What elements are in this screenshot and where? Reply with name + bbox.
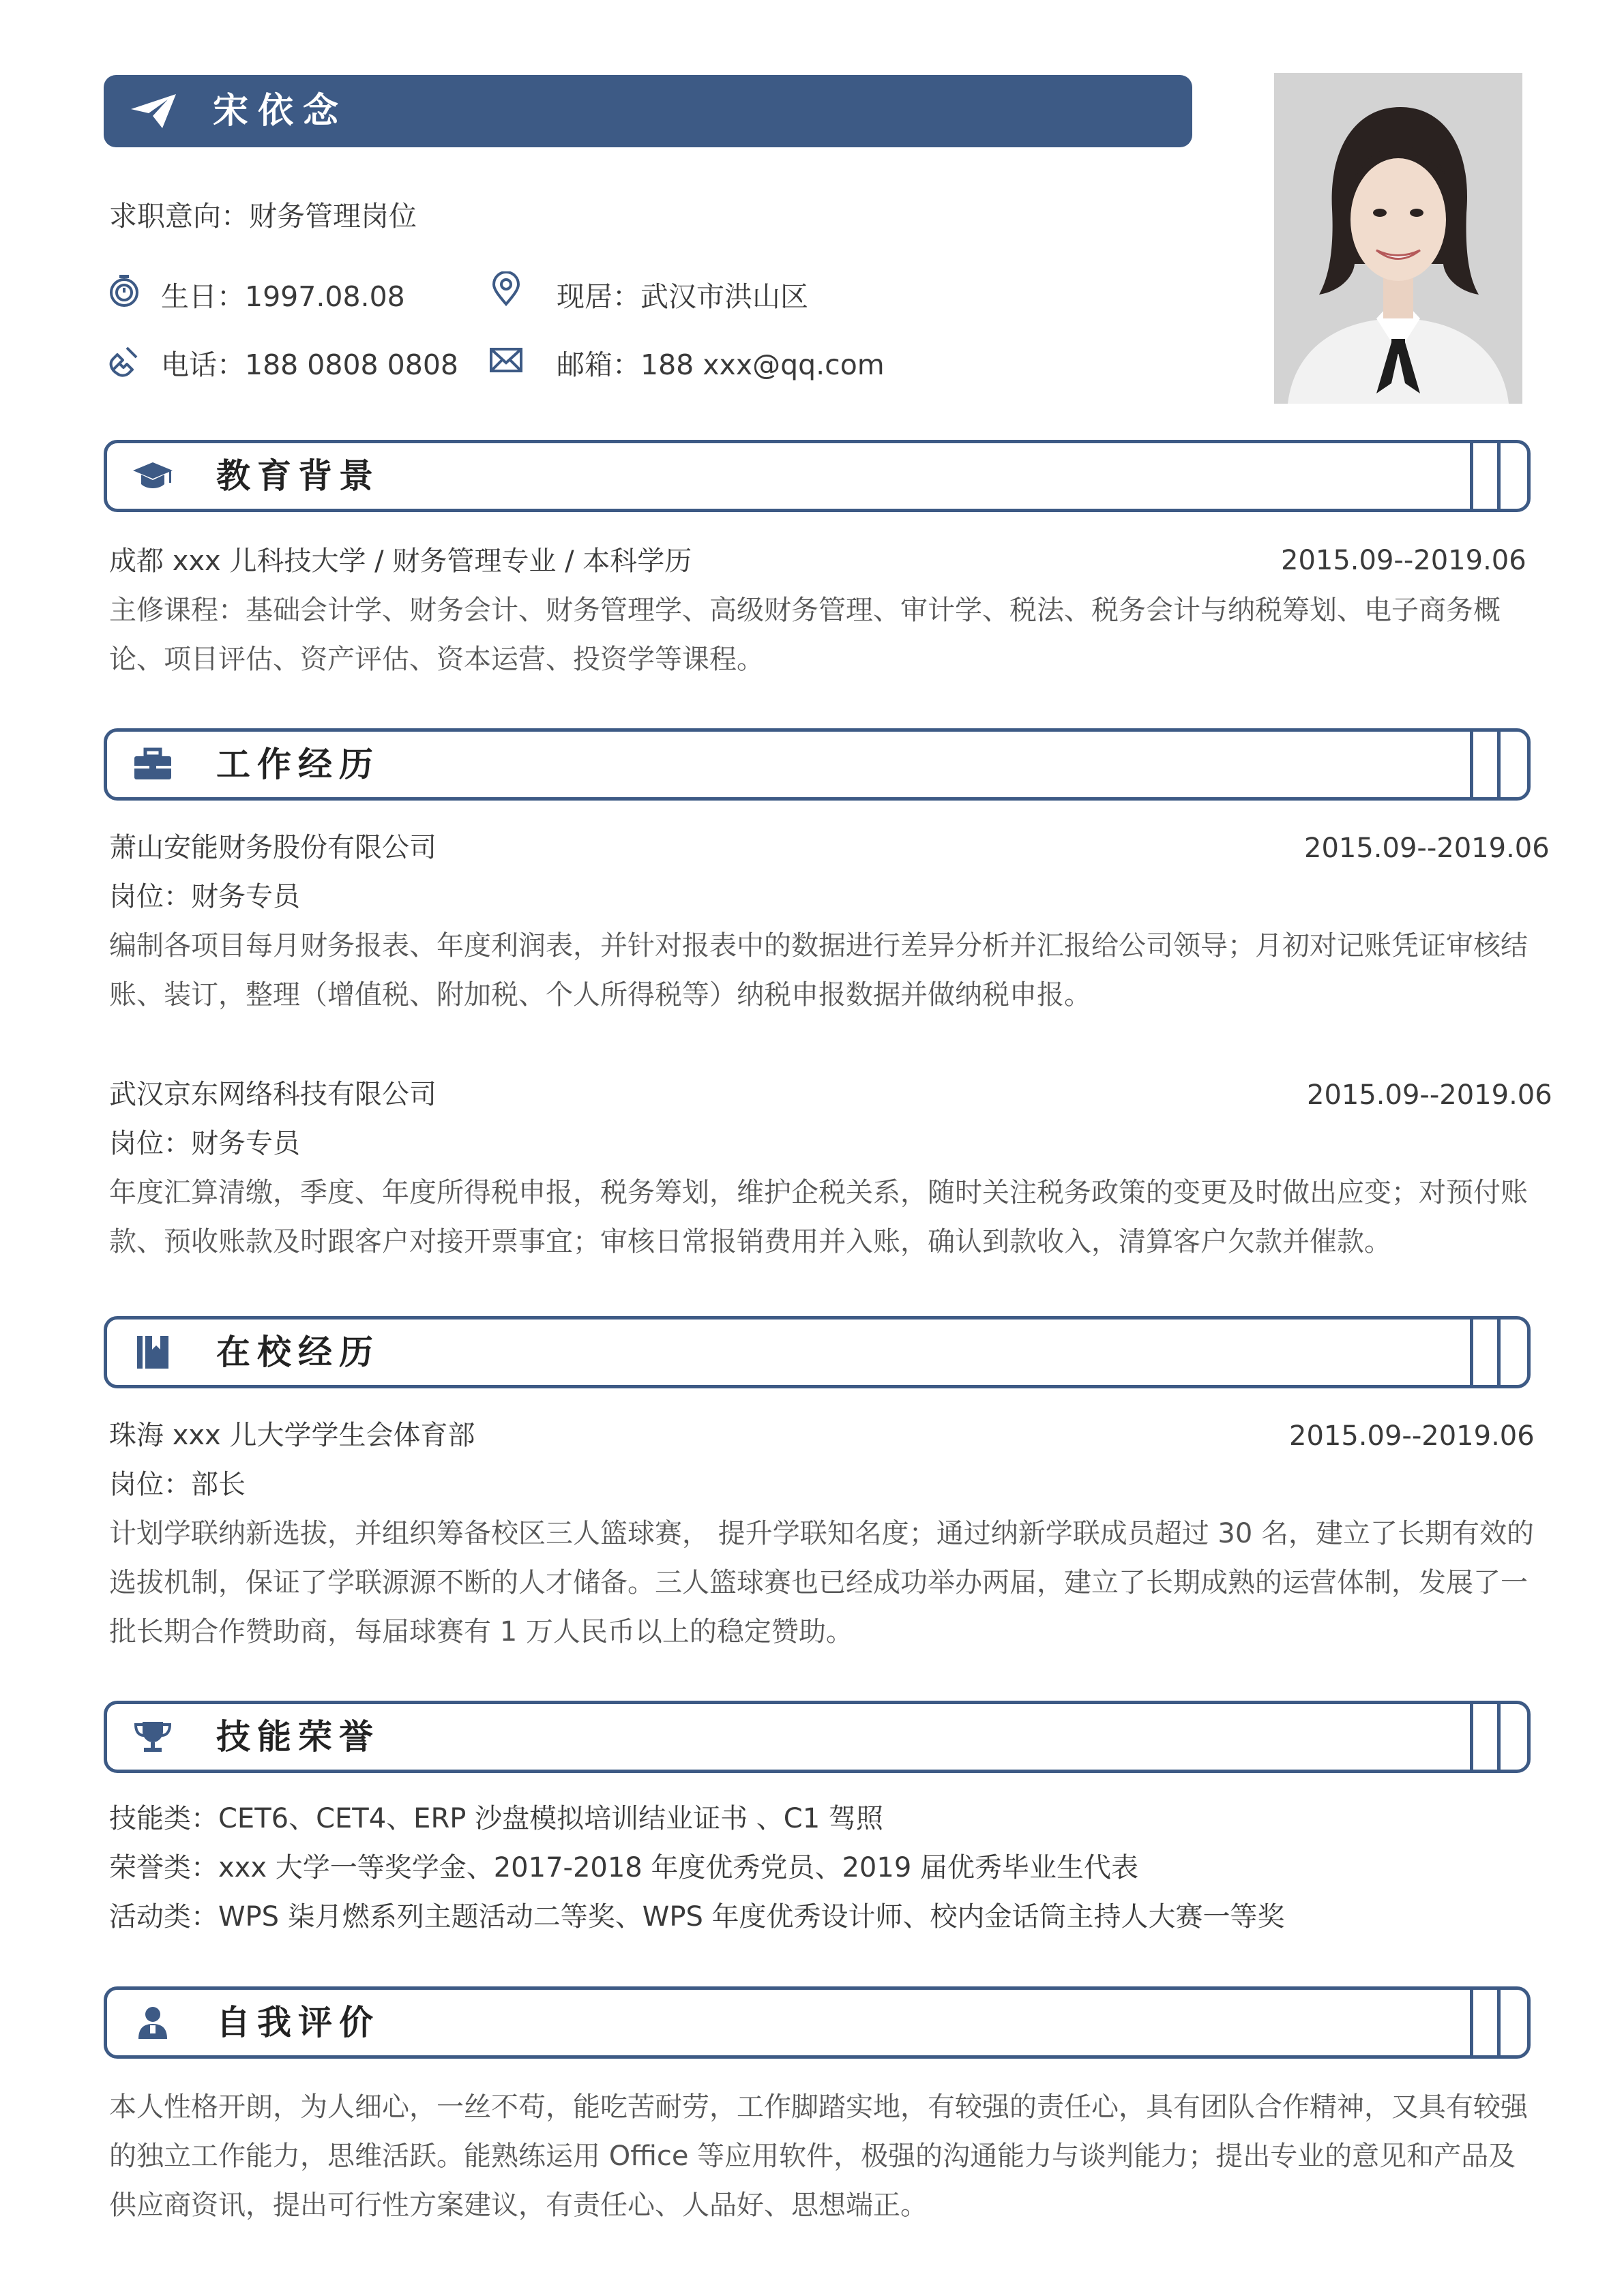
birthday: 生日：1997.08.08 [161, 280, 405, 313]
section-title: 在校经历 [216, 1332, 380, 1372]
work-position-1: 岗位：财务专员 [109, 881, 300, 912]
mail-icon [488, 342, 524, 378]
work-date-2: 2015.09--2019.06 [1307, 1079, 1552, 1111]
work-company-2: 武汉京东网络科技有限公司 [109, 1079, 437, 1110]
section-title: 工作经历 [216, 745, 380, 784]
campus-desc: 计划学联纳新选拔，并组织筹备校区三人篮球赛， 提升学联知名度；通过纳新学联成员超过 30 名，建立了长期有效的选拔机制，保证了学联源源不断的人才储备。三人篮球赛也已经成功举办两届，建立了长期成熟的运营体制，发展了一批长期合作赞助商，每届球赛有 1 万人民币以上的稳定赞助。 [109, 1518, 1535, 1648]
phone-icon [106, 342, 142, 378]
campus-org: 珠海 xxx 儿大学学生会体育部 [109, 1420, 475, 1451]
user-icon [132, 2005, 174, 2040]
education-school-line: 成都 xxx 儿科技大学 / 财务管理专业 / 本科学历 [109, 546, 692, 577]
honors-line: 荣誉类：xxx 大学一等奖学金、2017-2018 年度优秀党员、2019 届优秀毕业生代表 [109, 1852, 1138, 1883]
section-header-education [104, 440, 1531, 512]
section-title: 自我评价 [216, 2003, 380, 2042]
section-title: 教育背景 [216, 456, 380, 496]
briefcase-icon [132, 747, 174, 782]
section-header-skills [104, 1701, 1531, 1773]
self-evaluation: 本人性格开朗，为人细心，一丝不苟，能吃苦耐劳，工作脚踏实地，有较强的责任心，具有团队合作精神，又具有较强的独立工作能力，思维活跃。能熟练运用 Office 等应用软件，极强的沟通能力与谈判能力；提出专业的意见和产品及供应商资讯，提出可行性方案建议，有责任心、人品好、思想端正。 [109, 2091, 1528, 2221]
residence: 现居：武汉市洪山区 [557, 280, 808, 313]
stopwatch-icon [106, 273, 142, 308]
section-header-campus [104, 1316, 1531, 1388]
paper-plane-icon [130, 93, 177, 130]
skills-line: 技能类：CET6、CET4、ERP 沙盘模拟培训结业证书 、C1 驾照 [109, 1803, 883, 1834]
graduation-cap-icon [132, 458, 174, 494]
campus-date: 2015.09--2019.06 [1289, 1420, 1535, 1452]
trophy-icon [132, 1719, 174, 1755]
phone: 电话：188 0808 0808 [161, 348, 459, 381]
work-desc-2: 年度汇算清缴，季度、年度所得税申报，税务筹划，维护企税关系，随时关注税务政策的变更及时做出应变；对预付账款、预收账款及时跟客户对接开票事宜；审核日常报销费用并入账，确认到款收入，清算客户欠款并催款。 [109, 1177, 1528, 1257]
section-header-work [104, 728, 1531, 801]
campus-position: 岗位：部长 [109, 1469, 246, 1500]
work-position-2: 岗位：财务专员 [109, 1128, 300, 1159]
candidate-name: 宋依念 [213, 91, 349, 132]
name-banner [104, 75, 1192, 147]
work-desc-1: 编制各项目每月财务报表、年度利润表，并针对报表中的数据进行差异分析并汇报给公司领导；月初对记账凭证审核结账、装订，整理（增值税、附加税、个人所得税等）纳税申报数据并做纳税申报。 [109, 930, 1528, 1011]
activities-line: 活动类：WPS 柒月燃系列主题活动二等奖、WPS 年度优秀设计师、校内金话筒主持人大赛一等奖 [109, 1901, 1285, 1933]
location-pin-icon [488, 271, 524, 307]
work-company-1: 萧山安能财务股份有限公司 [109, 832, 437, 863]
email: 邮箱：188 xxx@qq.com [557, 348, 885, 381]
education-date: 2015.09--2019.06 [1281, 545, 1526, 576]
profile-photo [1274, 73, 1522, 404]
section-header-self [104, 1986, 1531, 2059]
education-courses: 主修课程：基础会计学、财务会计、财务管理学、高级财务管理、审计学、税法、税务会计与纳税筹划、电子商务概论、项目评估、资产评估、资本运营、投资学等课程。 [109, 595, 1501, 675]
work-date-1: 2015.09--2019.06 [1304, 833, 1550, 864]
section-title: 技能荣誉 [216, 1717, 380, 1757]
book-icon [132, 1335, 174, 1370]
job-objective: 求职意向：财务管理岗位 [109, 200, 417, 233]
